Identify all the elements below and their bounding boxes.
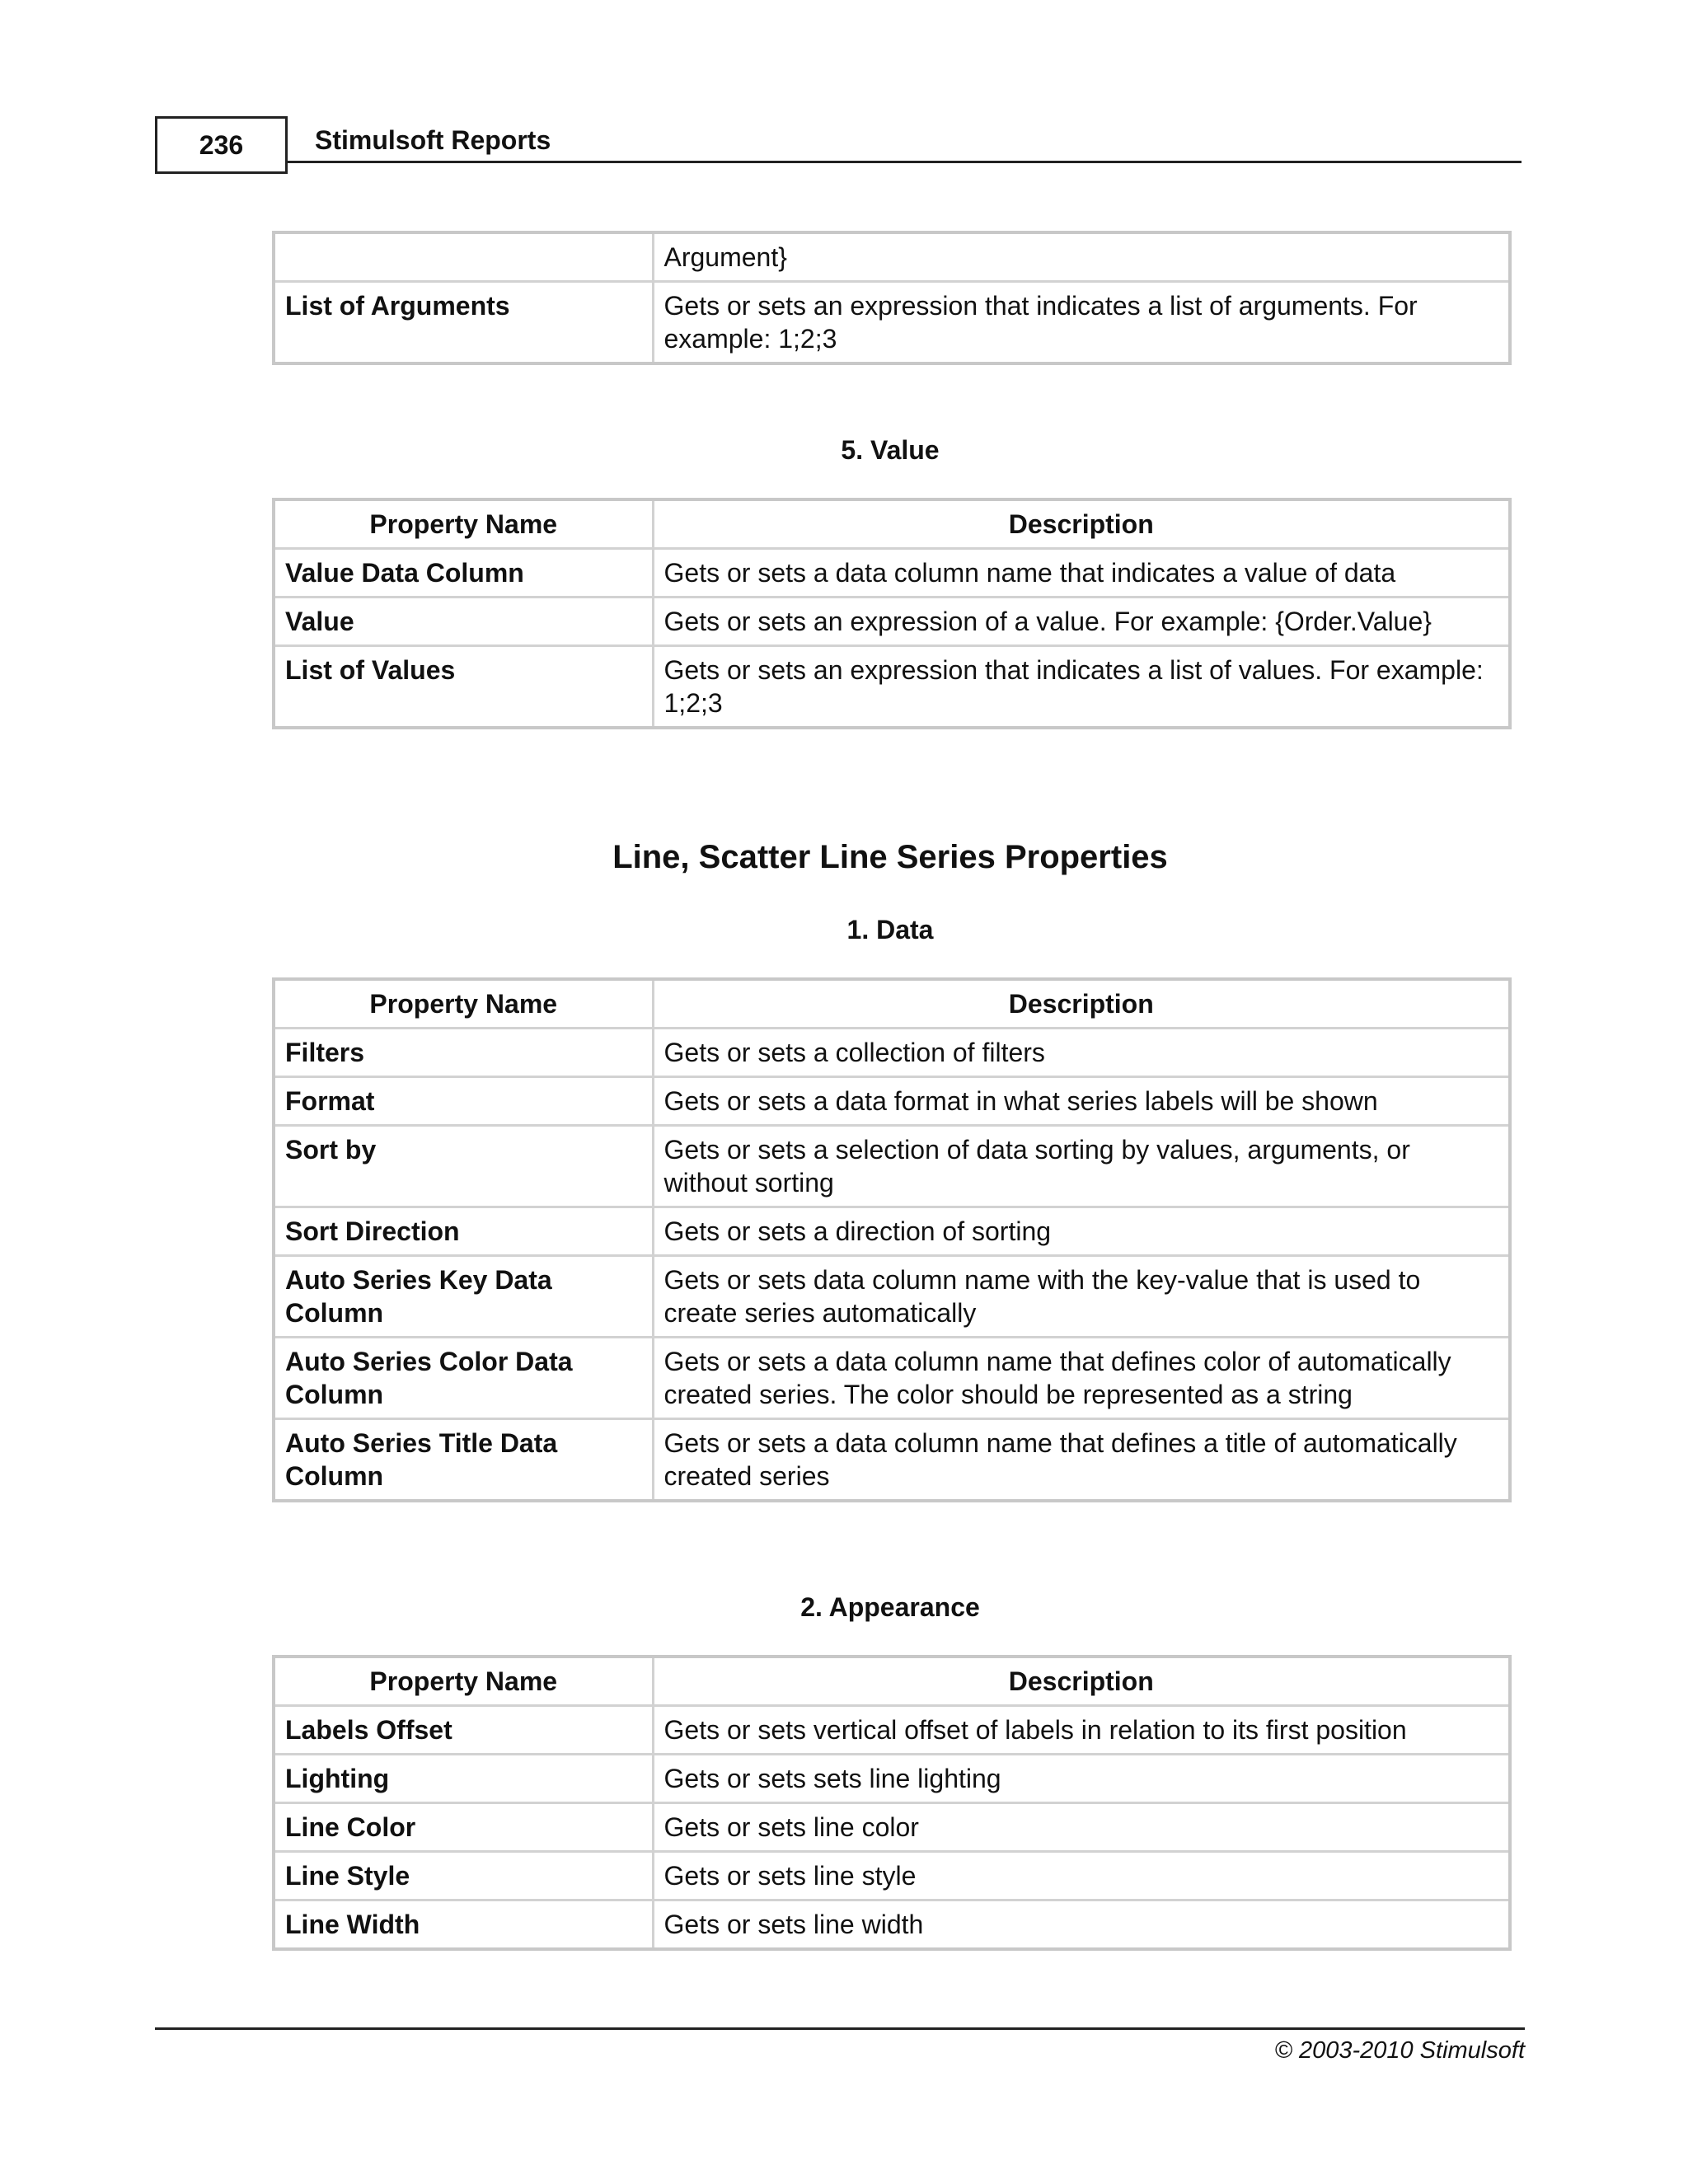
copyright-notice: © 2003-2010 Stimulsoft [1274,2037,1525,2064]
page-number: 236 [155,116,288,174]
table-row [274,1256,1510,1338]
column-header-description: Description [653,499,1510,549]
property-description: Gets or sets sets line lighting [653,1755,1510,1803]
property-name: Value [274,598,653,646]
table-row [274,1338,1510,1419]
table-row [274,232,1510,282]
property-description: Gets or sets an expression of a value. For example: {Order.Value} [653,598,1510,646]
property-name [274,232,653,282]
property-description: Gets or sets a data column name that indicates a value of data [653,549,1510,598]
property-name: Line Style [274,1852,653,1900]
property-description: Gets or sets a data format in what series labels will be shown [653,1077,1510,1126]
property-description: Gets or sets an expression that indicates a list of values. For example: 1;2;3 [653,646,1510,729]
table-row [274,1419,1510,1502]
main-heading: Line, Scatter Line Series Properties [612,839,1168,875]
section-title-value: 5. Value [841,435,940,465]
property-description: Gets or sets a selection of data sorting by values, arguments, or without sorting [653,1126,1510,1207]
table-row [274,549,1510,598]
property-name: Sort Direction [274,1207,653,1256]
property-description: Gets or sets an expression that indicates a list of arguments. For example: 1;2;3 [653,282,1510,364]
data-properties-table [272,977,1512,1502]
property-name: List of Arguments [274,282,653,364]
value-properties-table [272,498,1512,729]
column-header-property-name: Property Name [274,499,653,549]
column-header-description: Description [653,979,1510,1029]
table-row [274,1029,1510,1077]
table-header-row [274,979,1510,1029]
property-description: Gets or sets vertical offset of labels in relation to its first position [653,1706,1510,1755]
footer-divider [155,2027,1525,2030]
appearance-properties-table [272,1655,1512,1951]
column-header-property-name: Property Name [274,979,653,1029]
table-row [274,646,1510,729]
property-description: Gets or sets a data column name that defines a title of automatically created series [653,1419,1510,1502]
property-description: Gets or sets line style [653,1852,1510,1900]
property-name: Value Data Column [274,549,653,598]
table-row [274,1207,1510,1256]
table-row [274,1803,1510,1852]
table-row [274,1755,1510,1803]
property-name: Auto Series Key Data Column [274,1256,653,1338]
property-description: Gets or sets line color [653,1803,1510,1852]
property-name: Line Width [274,1900,653,1950]
table-row [274,1126,1510,1207]
table-row [274,1900,1510,1950]
section-title-appearance: 2. Appearance [800,1592,980,1622]
property-description: Argument} [653,232,1510,282]
table-row [274,598,1510,646]
property-name: Filters [274,1029,653,1077]
property-name: Lighting [274,1755,653,1803]
column-header-description: Description [653,1657,1510,1706]
property-name: Sort by [274,1126,653,1207]
document-title: Stimulsoft Reports [315,125,551,155]
property-name: Auto Series Color Data Column [274,1338,653,1419]
table-header-row [274,499,1510,549]
section-title-data: 1. Data [846,915,934,944]
table-row [274,1852,1510,1900]
property-description: Gets or sets line width [653,1900,1510,1950]
property-description: Gets or sets a data column name that defines color of automatically created series. The color should be represented as a string [653,1338,1510,1419]
table-row [274,282,1510,364]
property-description: Gets or sets a collection of filters [653,1029,1510,1077]
property-name: Auto Series Title Data Column [274,1419,653,1502]
table-header-row [274,1657,1510,1706]
table-row [274,1077,1510,1126]
property-name: Format [274,1077,653,1126]
header-divider [285,161,1522,163]
property-name: Labels Offset [274,1706,653,1755]
argument-table-continued [272,231,1512,365]
property-description: Gets or sets data column name with the key-value that is used to create series automatically [653,1256,1510,1338]
column-header-property-name: Property Name [274,1657,653,1706]
table-row [274,1706,1510,1755]
property-name: List of Values [274,646,653,729]
property-description: Gets or sets a direction of sorting [653,1207,1510,1256]
property-name: Line Color [274,1803,653,1852]
